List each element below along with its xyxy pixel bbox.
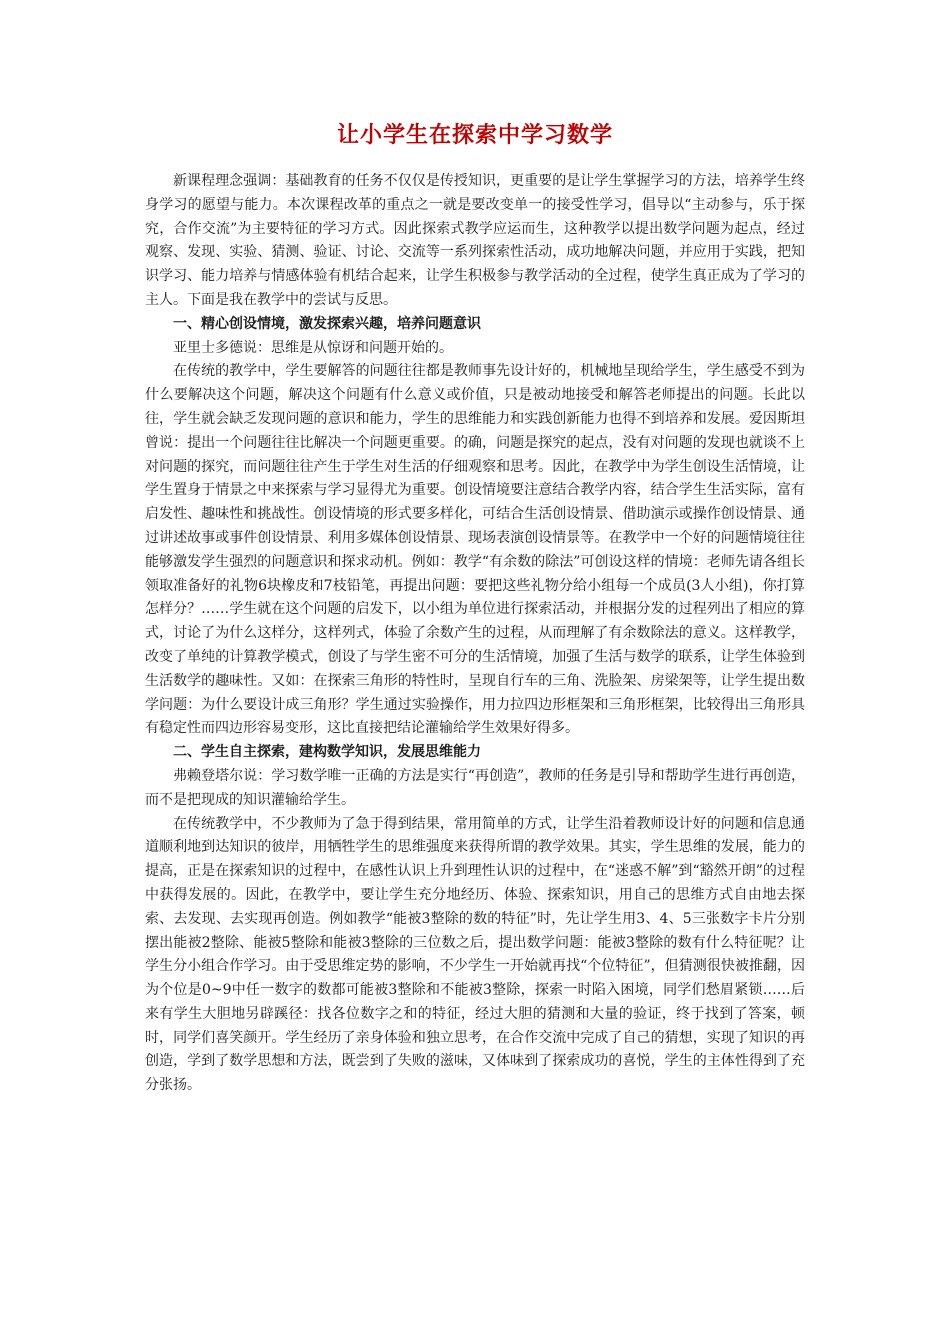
intro-paragraph: 新课程理念强调：基础教育的任务不仅仅是传授知识，更重要的是让学生掌握学习的方法，培养学生终身学习的愿望与能力。本次课程改革的重点之一就是要改变单一的接受性学习，倡导以“主动参与，乐于探究，合作交流”为主要特征的学习方式。因此探索式教学应运而生，这种教学以提出数学问题为起点，经过观察、发现、实验、猜测、验证、讨论、交流等一系列探索性活动，成功地解决问题，并应用于实践，把知识学习、能力培养与情感体验有机结合起来，让学生积极参与教学活动的全过程，使学生真正成为了学习的主人。下面是我在教学中的尝试与反思。: [145, 173, 805, 308]
document-page: [145, 118, 805, 1098]
document-title: 让小学生在探索中学习数学: [336, 123, 613, 148]
section-2-body: 在传统教学中，不少教师为了急于得到结果，常用简单的方式，让学生沿着教师设计好的问题和信息通道顺利地到达知识的彼岸，用牺牲学生的思维强度来获得所谓的教学效果。其实，学生思维的发展，能力的提高，正是在探索知识的过程中，在感性认识上升到理性认识的过程中，在“迷惑不解”到“豁然开朗”的过程中获得发展的。因此，在教学中，要让学生充分地经历、体验、探索知识，用自己的思维方式自由地去探索、去发现、去实现再创造。例如教学“能被3整除的数的特征”时，先让学生用3、4、5三张数字卡片分别摆出能被2整除、能被5整除和能被3整除的三位数之后，提出数学问题：能被3整除的数有什么特征呢？让学生分小组合作学习。由于受思维定势的影响，不少学生一开始就再找“个位特征”，但猜测很快被推翻，因为个位是0~9中任一数字的数都可能被3整除和不能被3整除，探索一时陷入困境，同学们愁眉紧锁……后来有学生大胆地另辟蹊径：找各位数字之和的特征，经过大胆的猜测和大量的验证，终于找到了答案，顿时，同学们喜笑颜开。学生经历了亲身体验和独立思考，在合作交流中完成了自己的猜想，实现了知识的再创造，学到了数学思想和方法，既尝到了失败的滋味，又体味到了探索成功的喜悦，学生的主体性得到了充分张扬。: [145, 815, 805, 1094]
section-2-heading: 二、学生自主探索，建构数学知识，发展思维能力: [173, 744, 481, 761]
section-1-body: 在传统的教学中，学生要解答的问题往往都是教师事先设计好的，机械地呈现给学生，学生感受不到为什么要解决这个问题，解决这个问题有什么意义或价值，只是被动地接受和解答老师提出的问题。长此以往，学生就会缺乏发现问题的意识和能力，学生的思维能力和实践创新能力也得不到培养和发展。爱因斯坦曾说：提出一个问题往往比解决一个问题更重要。的确，问题是探究的起点，没有对问题的发现也就谈不上对问题的探究，而问题往往产生于学生对生活的仔细观察和思考。因此，在教学中为学生创设生活情境，让学生置身于情景之中来探索与学习显得尤为重要。创设情境要注意结合教学内容，结合学生生活实际，富有启发性、趣味性和挑战性。创设情境的形式要多样化，可结合生活创设情景、借助演示或操作创设情景、通过讲述故事或事件创设情景、利用多媒体创设情景、现场表演创设情景等。在教学中一个好的问题情境往往能够激发学生强烈的问题意识和探求动机。例如：教学“有余数的除法”可创设这样的情境：老师先请各组长领取准备好的礼物6块橡皮和7枝铅笔，再提出问题：要把这些礼物分给小组每一个成员(3人小组)，你打算怎样分？……学生就在这个问题的启发下，以小组为单位进行探索活动，并根据分发的过程列出了相应的算式，讨论了为什么这样分，这样列式，体验了余数产生的过程，从而理解了有余数除法的意义。这样教学，改变了单纯的计算教学模式，创设了与学生密不可分的生活情境，加强了生活与数学的联系，让学生体验到生活数学的趣味性。又如：在探索三角形的特性时，呈现自行车的三角、洗脸架、房梁架等，让学生提出数学问题：为什么要设计成三角形？学生通过实验操作，用力拉四边形框架和三角形框架，比较得出三角形具有稳定性而四边形容易变形，这比直接把结论灌输给学生效果好得多。: [145, 363, 805, 737]
section-1-quote: 亚里士多德说：思维是从惊讶和问题开始的。: [173, 339, 453, 356]
section-2-quote: 弗赖登塔尔说：学习数学唯一正确的方法是实行“再创造”，教师的任务是引导和帮助学生进行再创造，而不是把现成的知识灌输给学生。: [145, 767, 805, 808]
section-1-heading: 一、精心创设情境，激发探索兴趣，培养问题意识: [173, 315, 481, 332]
